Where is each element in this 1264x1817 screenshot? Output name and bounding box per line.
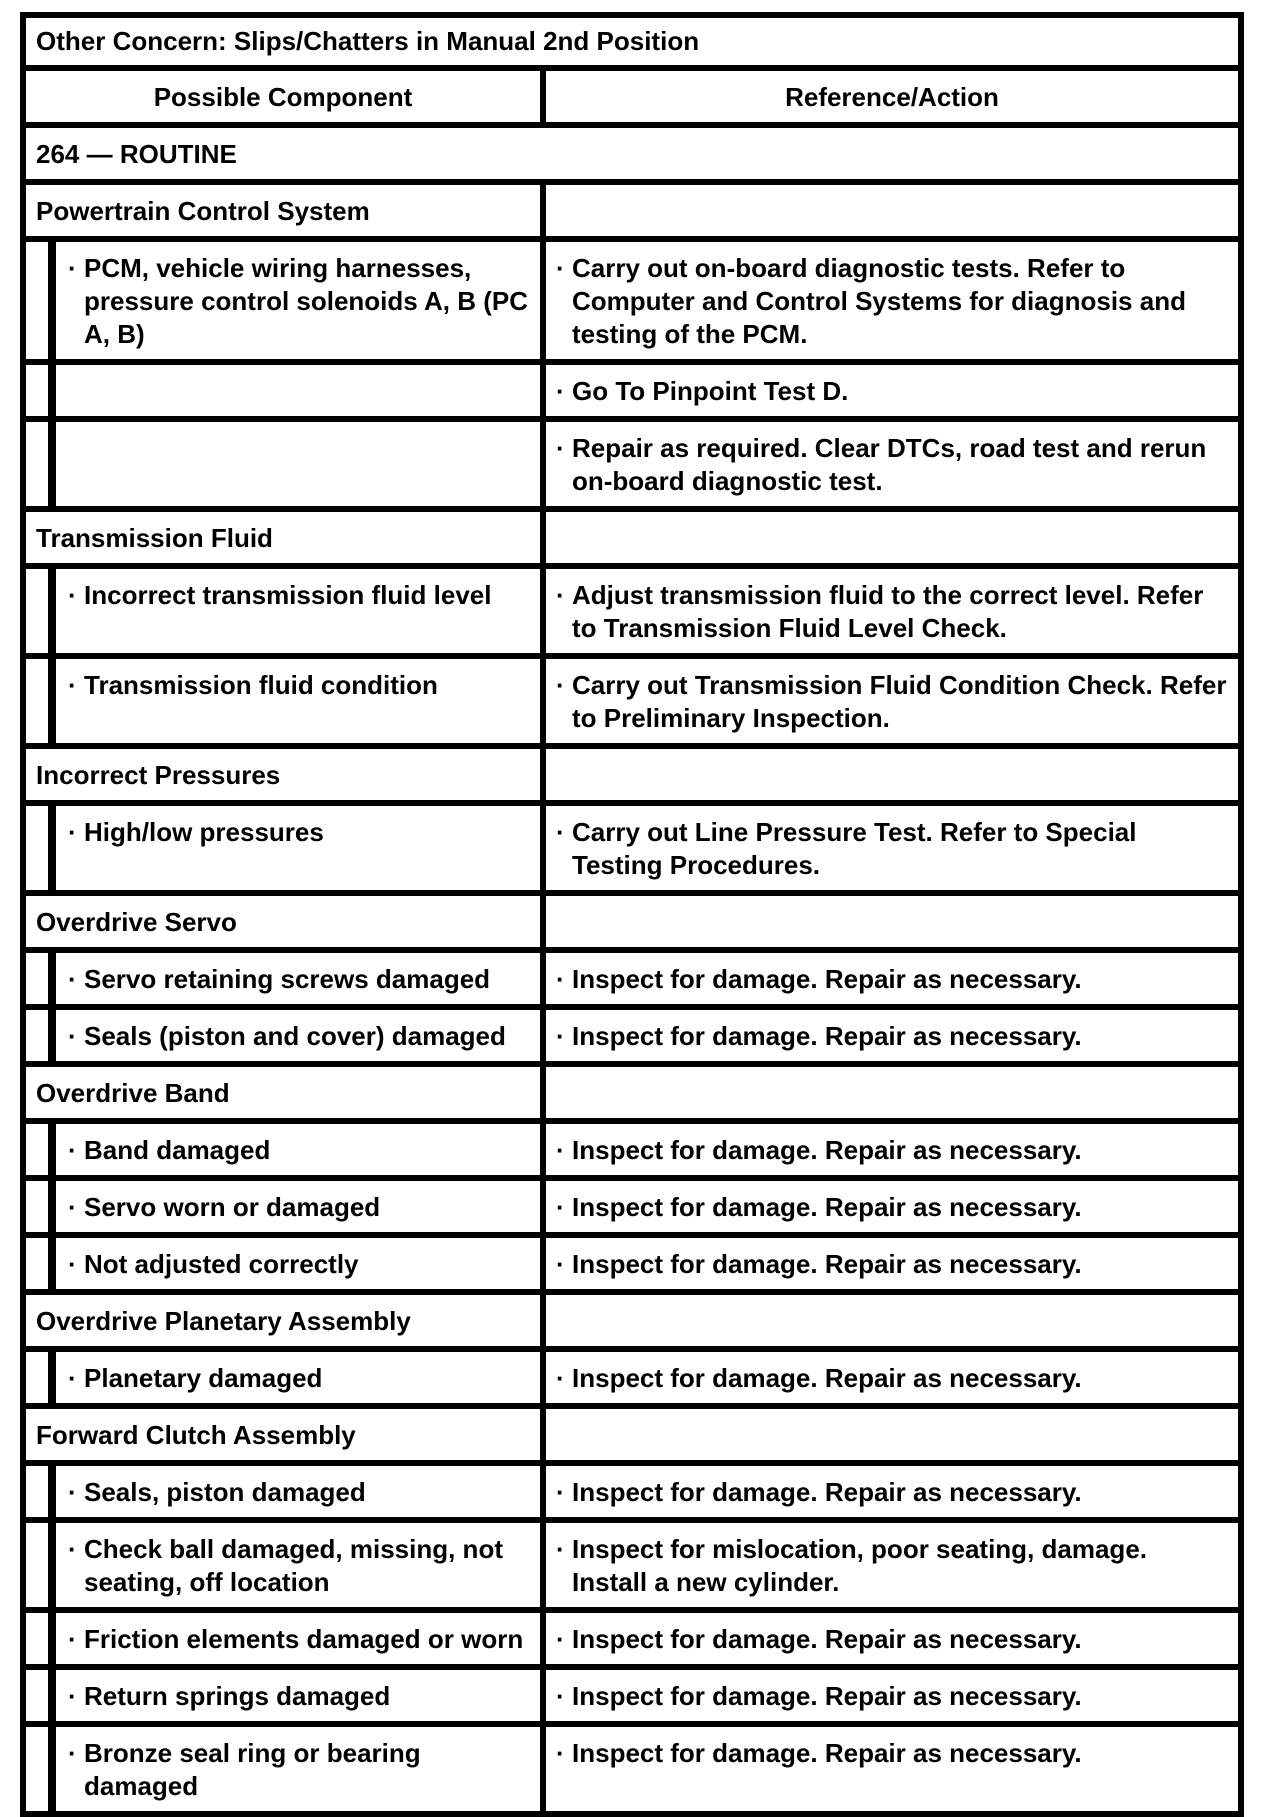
diagnosis-table-sheet (20, 12, 1244, 1817)
table-row (26, 953, 1238, 1004)
component-text-wrap (56, 1352, 540, 1403)
header-reference-action: Reference/Action (546, 71, 1238, 122)
indent-rule (48, 806, 56, 890)
component-text: Transmission fluid condition (84, 670, 438, 700)
action-text-wrap (556, 1680, 1228, 1713)
bullet-icon: · (68, 1738, 77, 1768)
table-row (26, 1124, 1238, 1175)
indent-rule (48, 1124, 56, 1175)
bullet-icon: · (68, 817, 77, 847)
action-cell (546, 422, 1238, 506)
component-cell (26, 1727, 540, 1811)
bullet-icon: · (556, 1363, 565, 1393)
component-text-wrap (56, 422, 540, 506)
bullet-icon: · (556, 1534, 565, 1564)
indent-spacer (26, 1523, 48, 1607)
table-row (26, 1010, 1238, 1061)
indent-rule (48, 1010, 56, 1061)
component-text: Friction elements damaged or worn (84, 1624, 524, 1654)
indent-rule (48, 1238, 56, 1289)
action-text-wrap (556, 375, 1228, 408)
table-row (26, 659, 1238, 743)
action-cell (546, 1238, 1238, 1289)
table-header-row (26, 71, 1238, 122)
section-name: Overdrive Planetary Assembly (26, 1295, 540, 1346)
section-action-empty (546, 1067, 1238, 1118)
bullet-icon: · (68, 1135, 77, 1165)
action-text-wrap (556, 1737, 1228, 1770)
bullet-icon: · (556, 580, 565, 610)
action-text: Inspect for damage. Repair as necessary. (572, 1738, 1082, 1768)
action-text: Go To Pinpoint Test D. (572, 376, 849, 406)
bullet-icon: · (68, 1477, 77, 1507)
action-text-wrap (556, 669, 1228, 735)
section-row (26, 1295, 1238, 1346)
section-action-empty (546, 512, 1238, 563)
indent-rule (48, 1466, 56, 1517)
indent-spacer (26, 659, 48, 743)
table-row (26, 1238, 1238, 1289)
routine-row (26, 128, 1238, 179)
bullet-icon: · (68, 1021, 77, 1051)
component-cell (26, 365, 540, 416)
action-cell (546, 242, 1238, 359)
component-cell (26, 1613, 540, 1664)
bullet-icon: · (68, 964, 77, 994)
bullet-icon: · (556, 670, 565, 700)
section-action-empty (546, 1295, 1238, 1346)
bullet-icon: · (556, 1624, 565, 1654)
bullet-icon: · (556, 1681, 565, 1711)
indent-spacer (26, 953, 48, 1004)
action-text-wrap (556, 1191, 1228, 1224)
table-row (26, 422, 1238, 506)
action-cell (546, 806, 1238, 890)
action-text: Inspect for damage. Repair as necessary. (572, 1135, 1082, 1165)
component-text-wrap (56, 1181, 540, 1232)
indent-rule (48, 953, 56, 1004)
action-text-wrap (556, 816, 1228, 882)
component-text: Servo worn or damaged (84, 1192, 381, 1222)
component-cell (26, 1670, 540, 1721)
indent-spacer (26, 1466, 48, 1517)
component-text-wrap (56, 1238, 540, 1289)
indent-spacer (26, 1727, 48, 1811)
indent-rule (48, 1352, 56, 1403)
action-text-wrap (556, 432, 1228, 498)
indent-spacer (26, 242, 48, 359)
table-row (26, 569, 1238, 653)
indent-rule (48, 1181, 56, 1232)
component-text-wrap (56, 569, 540, 653)
indent-rule (48, 1613, 56, 1664)
action-cell (546, 1352, 1238, 1403)
action-cell (546, 569, 1238, 653)
bullet-icon: · (556, 253, 565, 283)
indent-spacer (26, 1181, 48, 1232)
action-cell (546, 1010, 1238, 1061)
component-text: Not adjusted correctly (84, 1249, 359, 1279)
diagnosis-table (20, 12, 1244, 1817)
table-row (26, 1352, 1238, 1403)
component-text: Band damaged (84, 1135, 271, 1165)
action-text-wrap (556, 1533, 1228, 1599)
component-text-wrap (56, 1010, 540, 1061)
bullet-icon: · (68, 1363, 77, 1393)
indent-spacer (26, 1613, 48, 1664)
component-text-wrap (56, 242, 540, 359)
table-row (26, 1181, 1238, 1232)
component-text: Incorrect transmission fluid level (84, 580, 492, 610)
section-name: Transmission Fluid (26, 512, 540, 563)
section-action-empty (546, 1409, 1238, 1460)
action-text: Inspect for damage. Repair as necessary. (572, 1021, 1082, 1051)
component-text: PCM, vehicle wiring harnesses, pressure control solenoids A, B (PC A, B) (84, 253, 529, 349)
section-row (26, 1067, 1238, 1118)
component-text: Servo retaining screws damaged (84, 964, 491, 994)
action-cell (546, 1466, 1238, 1517)
table-row (26, 1727, 1238, 1811)
component-cell (26, 569, 540, 653)
table-title: Other Concern: Slips/Chatters in Manual 2nd Position (26, 18, 1238, 65)
action-text: Inspect for damage. Repair as necessary. (572, 1192, 1082, 1222)
component-cell (26, 1352, 540, 1403)
action-cell (546, 1124, 1238, 1175)
section-row (26, 749, 1238, 800)
action-cell (546, 365, 1238, 416)
indent-spacer (26, 569, 48, 653)
component-cell (26, 1238, 540, 1289)
bullet-icon: · (68, 1681, 77, 1711)
bullet-icon: · (68, 1192, 77, 1222)
bullet-icon: · (68, 580, 77, 610)
action-text: Repair as required. Clear DTCs, road test and rerun on-board diagnostic test. (572, 433, 1207, 496)
section-row (26, 896, 1238, 947)
action-cell (546, 659, 1238, 743)
action-cell (546, 1613, 1238, 1664)
indent-spacer (26, 422, 48, 506)
component-cell (26, 242, 540, 359)
table-title-row (26, 18, 1238, 65)
action-cell (546, 1523, 1238, 1607)
action-text: Inspect for damage. Repair as necessary. (572, 1363, 1082, 1393)
action-text: Inspect for damage. Repair as necessary. (572, 1681, 1082, 1711)
action-cell (546, 1181, 1238, 1232)
component-text-wrap (56, 953, 540, 1004)
header-possible-component: Possible Component (26, 71, 540, 122)
component-cell (26, 1523, 540, 1607)
component-text: Check ball damaged, missing, not seating, off location (84, 1534, 503, 1597)
component-cell (26, 1010, 540, 1061)
indent-rule (48, 569, 56, 653)
action-text: Inspect for damage. Repair as necessary. (572, 1249, 1082, 1279)
bullet-icon: · (68, 1624, 77, 1654)
action-text-wrap (556, 1020, 1228, 1053)
bullet-icon: · (556, 1135, 565, 1165)
bullet-icon: · (68, 1249, 77, 1279)
section-row (26, 185, 1238, 236)
action-cell (546, 953, 1238, 1004)
bullet-icon: · (556, 1021, 565, 1051)
bullet-icon: · (556, 964, 565, 994)
bullet-icon: · (556, 1738, 565, 1768)
indent-rule (48, 422, 56, 506)
component-cell (26, 422, 540, 506)
indent-spacer (26, 1238, 48, 1289)
action-cell (546, 1670, 1238, 1721)
indent-spacer (26, 1352, 48, 1403)
component-text-wrap (56, 365, 540, 416)
component-text-wrap (56, 1124, 540, 1175)
routine-label: 264 — ROUTINE (26, 128, 1238, 179)
indent-rule (48, 365, 56, 416)
bullet-icon: · (556, 1249, 565, 1279)
component-cell (26, 1466, 540, 1517)
table-row (26, 1670, 1238, 1721)
indent-rule (48, 242, 56, 359)
indent-rule (48, 1727, 56, 1811)
component-cell (26, 1124, 540, 1175)
component-text-wrap (56, 1466, 540, 1517)
action-text-wrap (556, 1362, 1228, 1395)
indent-rule (48, 1670, 56, 1721)
component-text-wrap (56, 1727, 540, 1811)
component-text: Seals, piston damaged (84, 1477, 366, 1507)
section-action-empty (546, 749, 1238, 800)
action-text: Inspect for mislocation, poor seating, damage. Install a new cylinder. (572, 1534, 1147, 1597)
indent-spacer (26, 806, 48, 890)
component-text: Bronze seal ring or bearing damaged (84, 1738, 421, 1801)
table-row (26, 1466, 1238, 1517)
section-row (26, 1409, 1238, 1460)
indent-spacer (26, 1670, 48, 1721)
bullet-icon: · (556, 433, 565, 463)
table-row (26, 242, 1238, 359)
bullet-icon: · (556, 376, 565, 406)
component-text: Return springs damaged (84, 1681, 391, 1711)
section-action-empty (546, 185, 1238, 236)
bullet-icon: · (68, 670, 77, 700)
section-action-empty (546, 896, 1238, 947)
action-text: Inspect for damage. Repair as necessary. (572, 1624, 1082, 1654)
action-text-wrap (556, 252, 1228, 351)
bullet-icon: · (556, 817, 565, 847)
indent-rule (48, 659, 56, 743)
component-text: High/low pressures (84, 817, 324, 847)
section-row (26, 512, 1238, 563)
table-row (26, 1613, 1238, 1664)
bullet-icon: · (68, 1534, 77, 1564)
section-name: Overdrive Servo (26, 896, 540, 947)
action-text-wrap (556, 579, 1228, 645)
bullet-icon: · (556, 1192, 565, 1222)
section-name: Overdrive Band (26, 1067, 540, 1118)
section-name: Forward Clutch Assembly (26, 1409, 540, 1460)
component-cell (26, 953, 540, 1004)
action-text: Inspect for damage. Repair as necessary. (572, 1477, 1082, 1507)
action-cell (546, 1727, 1238, 1811)
action-text-wrap (556, 1476, 1228, 1509)
indent-spacer (26, 365, 48, 416)
component-text-wrap (56, 1523, 540, 1607)
indent-rule (48, 1523, 56, 1607)
indent-spacer (26, 1124, 48, 1175)
component-cell (26, 806, 540, 890)
component-text-wrap (56, 1613, 540, 1664)
action-text-wrap (556, 963, 1228, 996)
component-text-wrap (56, 1670, 540, 1721)
section-name: Incorrect Pressures (26, 749, 540, 800)
action-text-wrap (556, 1248, 1228, 1281)
indent-spacer (26, 1010, 48, 1061)
component-cell (26, 659, 540, 743)
action-text: Inspect for damage. Repair as necessary. (572, 964, 1082, 994)
action-text: Carry out Transmission Fluid Condition Check. Refer to Preliminary Inspection. (572, 670, 1227, 733)
component-cell (26, 1181, 540, 1232)
section-name: Powertrain Control System (26, 185, 540, 236)
table-row (26, 365, 1238, 416)
action-text-wrap (556, 1623, 1228, 1656)
table-row (26, 806, 1238, 890)
bullet-icon: · (556, 1477, 565, 1507)
action-text: Carry out Line Pressure Test. Refer to Special Testing Procedures. (572, 817, 1137, 880)
component-text-wrap (56, 659, 540, 743)
table-row (26, 1523, 1238, 1607)
action-text-wrap (556, 1134, 1228, 1167)
action-text: Carry out on-board diagnostic tests. Refer to Computer and Control Systems for diagnosis and testing of the PCM. (572, 253, 1186, 349)
action-text: Adjust transmission fluid to the correct level. Refer to Transmission Fluid Level Check. (572, 580, 1204, 643)
component-text-wrap (56, 806, 540, 890)
component-text: Seals (piston and cover) damaged (84, 1021, 506, 1051)
component-text: Planetary damaged (84, 1363, 323, 1393)
bullet-icon: · (68, 253, 77, 283)
